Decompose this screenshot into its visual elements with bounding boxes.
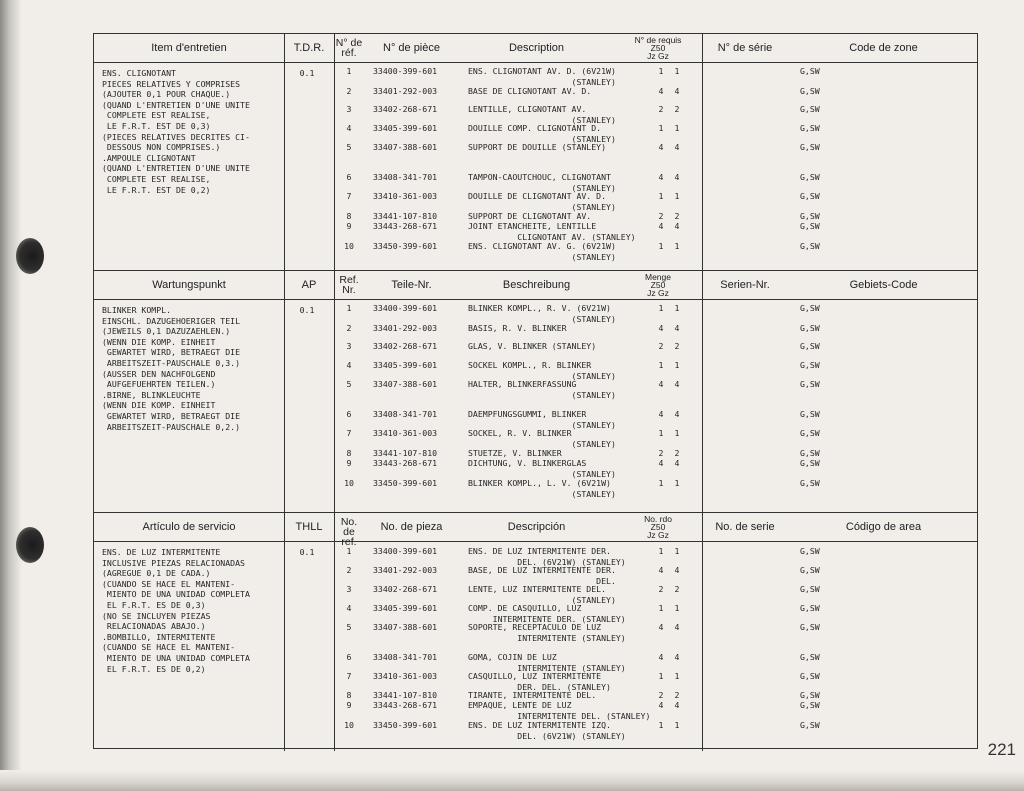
- quantity-gz: 1: [674, 66, 680, 76]
- part-description: SOCKEL KOMPL., R. BLINKER (STANLEY): [468, 360, 616, 381]
- ref-number: 4: [346, 360, 352, 370]
- part-number: 33408-341-701: [373, 652, 438, 662]
- quantity-jz: 2: [658, 690, 664, 700]
- quantity-jz: 1: [658, 66, 664, 76]
- service-item-text: ENS. CLIGNOTANT PIECES RELATIVES Y COMPRISES (AJOUTER 0,1 POUR CHAQUE.) (QUAND L'ENTRETIEN D'UNE UNITE COMPLETE EST REALISE, LE F.R.T. EST DE 0,3) (PIECES RELATIVES DECRITES CI- DESSOUS NON COMPRISES.) .AMPOULE CLIGNOTANT (QUAND L'ENTRETIEN D'UNE UNITE COMPLETE EST REALISE, LE F.R.T. EST DE 0,2): [102, 68, 250, 195]
- zone-code: G,SW: [800, 546, 820, 556]
- part-description: SUPPORT DE DOUILLE (STANLEY): [468, 142, 607, 152]
- part-description: ENS. DE LUZ INTERMITENTE IZQ. DEL. (6V21W) (STANLEY): [468, 720, 626, 741]
- quantity-jz: 1: [658, 360, 664, 370]
- header-ref-line2: réf.: [341, 47, 357, 59]
- part-description: BASE, DE LUZ INTERMITENTE DER. DEL.: [468, 565, 616, 586]
- quantity-gz: 1: [674, 603, 680, 613]
- ref-number: 1: [346, 66, 352, 76]
- part-description: TIRANTE, INTERMITENTE DEL.: [468, 690, 597, 700]
- part-number: 33400-399-601: [373, 303, 438, 313]
- header-zone-code: Gebiets-Code: [849, 279, 918, 291]
- part-description: EMPAQUE, LENTE DE LUZ INTERMITENTE DEL. (STANLEY): [468, 700, 651, 721]
- quantity-gz: 2: [674, 104, 680, 114]
- ref-number: 9: [346, 458, 352, 468]
- part-number: 33401-292-003: [373, 86, 438, 96]
- header-ref-line2: ref.: [341, 536, 357, 548]
- quantity-gz: 4: [674, 622, 680, 632]
- part-number: 33402-268-671: [373, 104, 438, 114]
- ref-number: 10: [344, 478, 354, 488]
- quantity-gz: 1: [674, 546, 680, 556]
- ref-number: 5: [346, 142, 352, 152]
- quantity-jz: 1: [658, 478, 664, 488]
- quantity-gz: 4: [674, 379, 680, 389]
- column-divider: [702, 513, 703, 751]
- header-qty-l2: Z50: [650, 43, 666, 53]
- part-number: 33443-268-671: [373, 700, 438, 710]
- header-serial: N° de série: [717, 42, 773, 54]
- zone-code: G,SW: [800, 458, 820, 468]
- quantity-jz: 4: [658, 221, 664, 231]
- part-description: CASQUILLO, LUZ INTERMITENTE DER. DEL. (STANLEY): [468, 671, 611, 692]
- section-header: [94, 34, 977, 63]
- zone-code: G,SW: [800, 409, 820, 419]
- header-ref-line1: N° de: [335, 37, 363, 49]
- ref-number: 9: [346, 700, 352, 710]
- ref-number: 1: [346, 546, 352, 556]
- quantity-jz: 4: [658, 622, 664, 632]
- part-description: LENTE, LUZ INTERMITENTE DEL. (STANLEY): [468, 584, 616, 605]
- part-number: 33441-107-810: [373, 690, 438, 700]
- quantity-gz: 4: [674, 409, 680, 419]
- part-description: LENTILLE, CLIGNOTANT AV. (STANLEY): [468, 104, 616, 125]
- quantity-jz: 4: [658, 379, 664, 389]
- quantity-jz: 1: [658, 303, 664, 313]
- part-description: SOPORTE, RECEPTACULO DE LUZ INTERMITENTE (STANLEY): [468, 622, 626, 643]
- service-item-text: BLINKER KOMPL. EINSCHL. DAZUGEHOERIGER TEIL (JEWEILS 0,1 DAZUZAEHLEN.) (WENN DIE KOMP. EINHEIT GEWARTET WIRD, BETRAEGT DIE ARBEITSZEIT-PAUSCHALE 0,3.) (AUSSER DEN NACHFOLGEND AUFGEFUEHRTEN TEILEN.) .BIRNE, BLINKLEUCHTE (WENN DIE KOMP. EINHEIT GEWARTET WIRD, BETRAEGT DIE ARBEITSZEIT-PAUSCHALE 0,2.): [102, 305, 241, 432]
- quantity-jz: 1: [658, 241, 664, 251]
- zone-code: G,SW: [800, 690, 820, 700]
- header-quantity: [614, 36, 702, 62]
- header-tdr: THLL: [295, 521, 323, 533]
- part-number: 33441-107-810: [373, 211, 438, 221]
- ref-number: 1: [346, 303, 352, 313]
- part-description: STUETZE, V. BLINKER: [468, 448, 562, 458]
- ref-number: 4: [346, 123, 352, 133]
- quantity-jz: 4: [658, 565, 664, 575]
- ref-number: 5: [346, 622, 352, 632]
- header-ref-number: [334, 38, 364, 60]
- quantity-gz: 1: [674, 303, 680, 313]
- quantity-gz: 2: [674, 211, 680, 221]
- part-description: BLINKER KOMPL., L. V. (6V21W) (STANLEY): [468, 478, 616, 499]
- zone-code: G,SW: [800, 603, 820, 613]
- part-description: DOUILLE COMP. CLIGNOTANT D. (STANLEY): [468, 123, 616, 144]
- binder-edge-shadow: [0, 0, 22, 791]
- ref-number: 6: [346, 409, 352, 419]
- ref-number: 2: [346, 323, 352, 333]
- zone-code: G,SW: [800, 172, 820, 182]
- part-number: 33410-361-003: [373, 191, 438, 201]
- quantity-jz: 4: [658, 409, 664, 419]
- header-serial: No. de serie: [715, 521, 775, 533]
- quantity-gz: 4: [674, 172, 680, 182]
- punch-hole: [16, 527, 44, 563]
- header-qty-l2: Z50: [650, 280, 666, 290]
- zone-code: G,SW: [800, 142, 820, 152]
- parts-table: [93, 33, 978, 749]
- zone-code: G,SW: [800, 191, 820, 201]
- punch-hole: [16, 238, 44, 274]
- quantity-gz: 4: [674, 221, 680, 231]
- header-zone-code: Code de zone: [849, 42, 918, 54]
- zone-code: G,SW: [800, 700, 820, 710]
- ref-number: 8: [346, 690, 352, 700]
- part-number: 33450-399-601: [373, 478, 438, 488]
- header-serial: Serien-Nr.: [720, 279, 770, 291]
- ref-number: 10: [344, 720, 354, 730]
- header-qty-l2: Z50: [650, 522, 666, 532]
- header-part-number: No. de pieza: [380, 521, 443, 533]
- zone-code: G,SW: [800, 622, 820, 632]
- quantity-gz: 1: [674, 671, 680, 681]
- ref-number: 8: [346, 211, 352, 221]
- quantity-gz: 1: [674, 123, 680, 133]
- part-description: COMP. DE CASQUILLO, LUZ INTERMITENTE DER. (STANLEY): [468, 603, 626, 624]
- part-description: BASIS, R. V. BLINKER: [468, 323, 567, 333]
- header-ref-number: [334, 275, 364, 297]
- header-ref-line1: Ref.: [339, 274, 359, 286]
- column-divider: [702, 34, 703, 270]
- header-description: Beschreibung: [502, 279, 571, 291]
- quantity-jz: 2: [658, 341, 664, 351]
- header-qty-l1: Menge: [645, 272, 671, 282]
- header-ref-line1: No. de: [340, 516, 358, 538]
- zone-code: G,SW: [800, 123, 820, 133]
- zone-code: G,SW: [800, 671, 820, 681]
- part-number: 33450-399-601: [373, 241, 438, 251]
- part-number: 33407-388-601: [373, 379, 438, 389]
- part-description: ENS. DE LUZ INTERMITENTE DER. DEL. (6V21W) (STANLEY): [468, 546, 626, 567]
- part-number: 33410-361-003: [373, 428, 438, 438]
- quantity-jz: 1: [658, 191, 664, 201]
- header-qty-l1: No. rdo: [644, 514, 672, 524]
- header-item: Wartungspunkt: [152, 279, 226, 291]
- ref-number: 9: [346, 221, 352, 231]
- quantity-jz: 1: [658, 603, 664, 613]
- quantity-gz: 1: [674, 241, 680, 251]
- part-number: 33443-268-671: [373, 458, 438, 468]
- zone-code: G,SW: [800, 323, 820, 333]
- part-description: TAMPON-CAOUTCHOUC, CLIGNOTANT (STANLEY): [468, 172, 616, 193]
- quantity-gz: 4: [674, 652, 680, 662]
- part-number: 33450-399-601: [373, 720, 438, 730]
- part-number: 33407-388-601: [373, 142, 438, 152]
- part-number: 33401-292-003: [373, 323, 438, 333]
- quantity-gz: 4: [674, 142, 680, 152]
- zone-code: G,SW: [800, 360, 820, 370]
- ref-number: 7: [346, 191, 352, 201]
- zone-code: G,SW: [800, 86, 820, 96]
- part-number: 33402-268-671: [373, 584, 438, 594]
- part-number: 33405-399-601: [373, 603, 438, 613]
- header-part-number: N° de pièce: [383, 42, 440, 54]
- header-qty-l3: Jz Gz: [647, 288, 669, 298]
- zone-code: G,SW: [800, 478, 820, 488]
- page-number: 221: [987, 740, 1016, 759]
- quantity-gz: 4: [674, 700, 680, 710]
- zone-code: G,SW: [800, 303, 820, 313]
- quantity-gz: 1: [674, 360, 680, 370]
- page-bottom-edge: [0, 770, 1024, 791]
- column-divider: [702, 271, 703, 513]
- part-description: BASE DE CLIGNOTANT AV. D.: [468, 86, 592, 96]
- quantity-jz: 1: [658, 428, 664, 438]
- quantity-jz: 4: [658, 172, 664, 182]
- header-ref-number: [334, 516, 364, 548]
- quantity-jz: 2: [658, 211, 664, 221]
- quantity-gz: 1: [674, 720, 680, 730]
- ref-number: 3: [346, 104, 352, 114]
- part-number: 33443-268-671: [373, 221, 438, 231]
- header-description: Descripción: [507, 521, 566, 533]
- ref-number: 7: [346, 671, 352, 681]
- header-zone-code: Código de area: [845, 521, 922, 533]
- part-description: HALTER, BLINKERFASSUNG (STANLEY): [468, 379, 616, 400]
- quantity-jz: 2: [658, 104, 664, 114]
- part-description: DAEMPFUNGSGUMMI, BLINKER (STANLEY): [468, 409, 616, 430]
- zone-code: G,SW: [800, 341, 820, 351]
- quantity-jz: 4: [658, 700, 664, 710]
- quantity-jz: 1: [658, 546, 664, 556]
- quantity-jz: 4: [658, 652, 664, 662]
- part-number: 33408-341-701: [373, 172, 438, 182]
- quantity-gz: 1: [674, 191, 680, 201]
- ref-number: 2: [346, 86, 352, 96]
- zone-code: G,SW: [800, 720, 820, 730]
- zone-code: G,SW: [800, 379, 820, 389]
- zone-code: G,SW: [800, 66, 820, 76]
- header-item: Artículo de servicio: [142, 521, 236, 533]
- part-number: 33407-388-601: [373, 622, 438, 632]
- part-number: 33408-341-701: [373, 409, 438, 419]
- service-item-text: ENS. DE LUZ INTERMITENTE INCLUSIVE PIEZAS RELACIONADAS (AGREGUE 0,1 DE CADA.) (CUANDO SE HACE EL MANTENI- MIENTO DE UNA UNIDAD COMPLETA EL F.R.T. ES DE 0,3) (NO SE INCLUYEN PIEZAS RELACIONADAS ABAJO.) .BOMBILLO, INTERMITENTE (CUANDO SE HACE EL MANTENI- MIENTO DE UNA UNIDAD COMPLETA EL F.R.T. ES DE 0,2): [102, 547, 250, 674]
- zone-code: G,SW: [800, 211, 820, 221]
- quantity-jz: 4: [658, 142, 664, 152]
- quantity-gz: 4: [674, 323, 680, 333]
- part-number: 33400-399-601: [373, 546, 438, 556]
- quantity-jz: 2: [658, 448, 664, 458]
- quantity-jz: 1: [658, 123, 664, 133]
- part-number: 33402-268-671: [373, 341, 438, 351]
- part-number: 33405-399-601: [373, 360, 438, 370]
- ref-number: 3: [346, 584, 352, 594]
- zone-code: G,SW: [800, 448, 820, 458]
- part-number: 33400-399-601: [373, 66, 438, 76]
- section-de: [94, 270, 977, 513]
- part-description: GLAS, V. BLINKER (STANLEY): [468, 341, 597, 351]
- section-header: [94, 513, 977, 548]
- quantity-gz: 1: [674, 478, 680, 488]
- labor-time-value: 0.1: [299, 305, 315, 315]
- quantity-jz: 4: [658, 323, 664, 333]
- part-number: 33441-107-810: [373, 448, 438, 458]
- ref-number: 3: [346, 341, 352, 351]
- part-description: JOINT ETANCHEITE, LENTILLE CLIGNOTANT AV. (STANLEY): [468, 221, 636, 242]
- header-qty-l3: Jz Gz: [647, 51, 669, 61]
- zone-code: G,SW: [800, 565, 820, 575]
- quantity-jz: 4: [658, 458, 664, 468]
- part-description: DOUILLE DE CLIGNOTANT AV. D. (STANLEY): [468, 191, 616, 212]
- part-number: 33401-292-003: [373, 565, 438, 575]
- quantity-gz: 4: [674, 86, 680, 96]
- header-qty-l1: N° de requis: [634, 35, 682, 45]
- zone-code: G,SW: [800, 652, 820, 662]
- header-quantity: [614, 273, 702, 299]
- section-header: [94, 271, 977, 300]
- section-es: [94, 512, 977, 751]
- part-description: BLINKER KOMPL., R. V. (6V21W) (STANLEY): [468, 303, 616, 324]
- ref-number: 7: [346, 428, 352, 438]
- quantity-jz: 1: [658, 720, 664, 730]
- header-tdr: AP: [301, 279, 317, 291]
- part-number: 33405-399-601: [373, 123, 438, 133]
- part-description: ENS. CLIGNOTANT AV. D. (6V21W) (STANLEY): [468, 66, 616, 87]
- header-ref-line2: Nr.: [342, 284, 356, 296]
- ref-number: 10: [344, 241, 354, 251]
- part-description: GOMA, COJIN DE LUZ INTERMITENTE (STANLEY): [468, 652, 626, 673]
- zone-code: G,SW: [800, 428, 820, 438]
- quantity-gz: 2: [674, 690, 680, 700]
- quantity-gz: 2: [674, 341, 680, 351]
- zone-code: G,SW: [800, 104, 820, 114]
- quantity-gz: 4: [674, 458, 680, 468]
- ref-number: 4: [346, 603, 352, 613]
- section-fr: [94, 34, 977, 270]
- zone-code: G,SW: [800, 584, 820, 594]
- labor-time-value: 0.1: [299, 547, 315, 557]
- quantity-gz: 1: [674, 428, 680, 438]
- part-description: SUPPORT DE CLIGNOTANT AV.: [468, 211, 592, 221]
- header-description: Description: [508, 42, 565, 54]
- quantity-jz: 4: [658, 86, 664, 96]
- ref-number: 6: [346, 172, 352, 182]
- header-part-number: Teile-Nr.: [391, 279, 432, 291]
- zone-code: G,SW: [800, 241, 820, 251]
- ref-number: 8: [346, 448, 352, 458]
- ref-number: 5: [346, 379, 352, 389]
- labor-time-value: 0.1: [299, 68, 315, 78]
- header-qty-l3: Jz Gz: [647, 530, 669, 540]
- ref-number: 2: [346, 565, 352, 575]
- quantity-gz: 2: [674, 584, 680, 594]
- part-description: DICHTUNG, V. BLINKERGLAS (STANLEY): [468, 458, 616, 479]
- header-quantity: [614, 515, 702, 541]
- zone-code: G,SW: [800, 221, 820, 231]
- quantity-jz: 1: [658, 671, 664, 681]
- header-item: Item d'entretien: [151, 42, 227, 54]
- part-description: ENS. CLIGNOTANT AV. G. (6V21W) (STANLEY): [468, 241, 616, 262]
- quantity-gz: 4: [674, 565, 680, 575]
- ref-number: 6: [346, 652, 352, 662]
- quantity-jz: 2: [658, 584, 664, 594]
- header-tdr: T.D.R.: [293, 42, 325, 54]
- part-description: SOCKEL, R. V. BLINKER (STANLEY): [468, 428, 616, 449]
- quantity-gz: 2: [674, 448, 680, 458]
- part-number: 33410-361-003: [373, 671, 438, 681]
